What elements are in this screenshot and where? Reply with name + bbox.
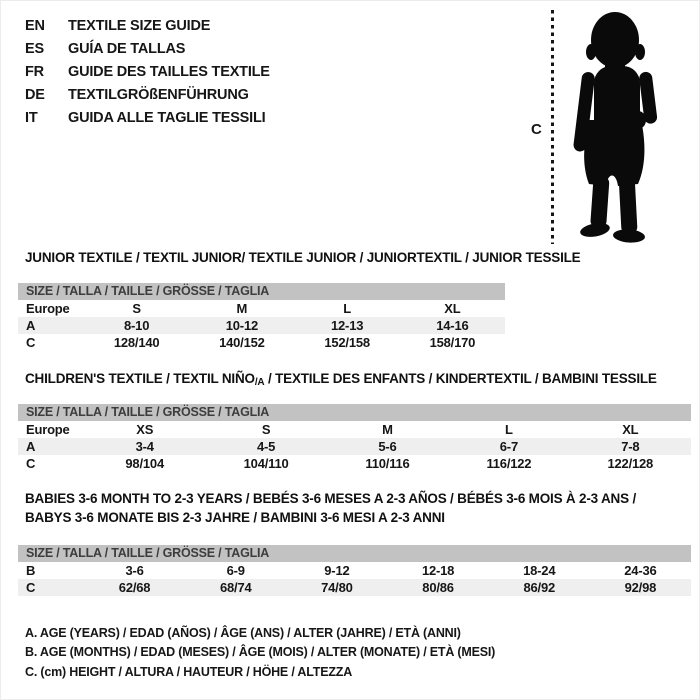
- table-cell: 4-5: [256, 439, 276, 454]
- language-code: FR: [25, 63, 44, 80]
- table-cell: 24-36: [624, 563, 657, 578]
- language-code: ES: [25, 40, 44, 57]
- table-cell: XS: [136, 422, 154, 437]
- title-part: CHILDREN'S TEXTILE / TEXTIL NIÑO: [25, 371, 255, 386]
- footnote-height: C. (cm) HEIGHT / ALTURA / HAUTEUR / HÖHE / ALTEZZA: [25, 664, 353, 679]
- language-code: EN: [25, 17, 45, 34]
- table-cell: 98/104: [125, 456, 164, 471]
- language-code: IT: [25, 109, 38, 126]
- table-cell: 128/140: [113, 335, 160, 350]
- table-cell: 3-6: [125, 563, 144, 578]
- table-cell: 152/158: [324, 335, 370, 350]
- junior-size-table: [18, 283, 505, 351]
- language-row: [25, 60, 270, 83]
- table-cell: 3-4: [135, 439, 154, 454]
- table-cell: 62/68: [118, 580, 151, 595]
- row-label: C: [26, 580, 36, 595]
- title-line: BABIES 3-6 MONTH TO 2-3 YEARS / BEBÉS 3-6 MESES A 2-3 AÑOS / BÉBÉS 3-6 MOIS À 2-3 ANS /: [25, 491, 636, 506]
- section-title-junior: JUNIOR TEXTILE / TEXTIL JUNIOR/ TEXTILE JUNIOR / JUNIORTEXTIL / JUNIOR TESSILE: [25, 250, 581, 265]
- language-row: [25, 37, 270, 60]
- footnote-age-years: A. AGE (YEARS) / EDAD (AÑOS) / ÂGE (ANS) / ALTER (JAHRE) / ETÀ (ANNI): [25, 626, 461, 640]
- language-row: [25, 83, 270, 106]
- toddler-silhouette-icon: [558, 8, 664, 244]
- table-cell: S: [261, 422, 271, 437]
- table-cell: 9-12: [324, 563, 350, 578]
- table-cell: 68/74: [219, 580, 252, 595]
- title-subscript: /A: [254, 377, 265, 388]
- table-cell: 122/128: [607, 456, 654, 471]
- table-cell: 74/80: [321, 580, 353, 595]
- table-cell: XL: [622, 422, 639, 437]
- row-label: A: [26, 439, 36, 454]
- table-cell: 10-12: [225, 318, 258, 333]
- size-header-row: SIZE / TALLA / TAILLE / GRÖSSE / TAGLIA: [18, 283, 505, 300]
- table-row-age-months: [18, 562, 691, 579]
- row-label: Europe: [26, 422, 70, 437]
- table-cell: 5-6: [378, 439, 397, 454]
- table-cell: 18-24: [523, 563, 556, 578]
- table-cell: 86/92: [523, 580, 556, 595]
- table-row-height: [18, 334, 505, 351]
- table-cell: L: [343, 301, 351, 316]
- table-row-europe: [18, 300, 505, 317]
- language-code: DE: [25, 86, 45, 103]
- childrens-size-table: [18, 404, 691, 472]
- row-label: B: [26, 563, 36, 578]
- row-label: C: [26, 335, 36, 350]
- table-cell: 80/86: [422, 580, 454, 595]
- height-measure-dashed-line: [551, 10, 554, 244]
- table-row-age-years: [18, 317, 505, 334]
- table-cell: M: [382, 422, 393, 437]
- table-cell: 6-9: [226, 563, 245, 578]
- table-cell: 158/170: [429, 335, 476, 350]
- language-label: TEXTILE SIZE GUIDE: [68, 17, 211, 34]
- footnote-legend: [25, 624, 495, 682]
- section-title-babies: [25, 489, 636, 527]
- table-cell: 116/122: [486, 456, 532, 471]
- language-label: TEXTILGRÖßENFÜHRUNG: [68, 86, 249, 103]
- size-header-row: SIZE / TALLA / TAILLE / GRÖSSE / TAGLIA: [18, 545, 691, 562]
- language-label: GUÍA DE TALLAS: [68, 40, 186, 57]
- footnote-age-months: B. AGE (MONTHS) / EDAD (MESES) / ÂGE (MOIS) / ALTER (MONATE) / ETÀ (MESI): [25, 645, 496, 660]
- language-label: GUIDA ALLE TAGLIE TESSILI: [68, 109, 266, 126]
- table-cell: 12-13: [331, 318, 364, 333]
- babies-size-table: [18, 545, 691, 596]
- section-title-childrens: [25, 371, 657, 388]
- row-label: C: [26, 456, 36, 471]
- language-row: [25, 106, 270, 129]
- table-row-europe: [18, 421, 691, 438]
- table-cell: XL: [444, 301, 461, 316]
- table-cell: 110/116: [365, 456, 410, 471]
- table-cell: M: [236, 301, 248, 316]
- table-row-height: [18, 579, 691, 596]
- table-cell: 8-10: [124, 318, 150, 333]
- language-row: [25, 14, 270, 37]
- table-row-age-years: [18, 438, 691, 455]
- table-cell: 92/98: [624, 580, 657, 595]
- table-cell: S: [132, 301, 141, 316]
- table-cell: 7-8: [621, 439, 640, 454]
- size-header-row: SIZE / TALLA / TAILLE / GRÖSSE / TAGLIA: [18, 404, 691, 421]
- table-cell: 12-18: [421, 563, 455, 578]
- title-line: BABYS 3-6 MONATE BIS 2-3 JAHRE / BAMBINI 3-6 MESI A 2-3 ANNI: [25, 510, 445, 525]
- height-measure-label: C: [531, 121, 542, 138]
- language-label: GUIDE DES TAILLES TEXTILE: [68, 63, 270, 80]
- row-label: Europe: [26, 301, 70, 316]
- language-list: [25, 14, 270, 129]
- title-part: / TEXTILE DES ENFANTS / KINDERTEXTIL / BAMBINI TESSILE: [264, 371, 657, 386]
- table-cell: 104/110: [243, 456, 289, 471]
- table-cell: 140/152: [219, 335, 265, 350]
- row-label: A: [26, 318, 36, 333]
- table-cell: 6-7: [499, 439, 518, 454]
- table-cell: L: [505, 422, 513, 437]
- table-row-height: [18, 455, 691, 472]
- table-cell: 14-16: [436, 318, 469, 333]
